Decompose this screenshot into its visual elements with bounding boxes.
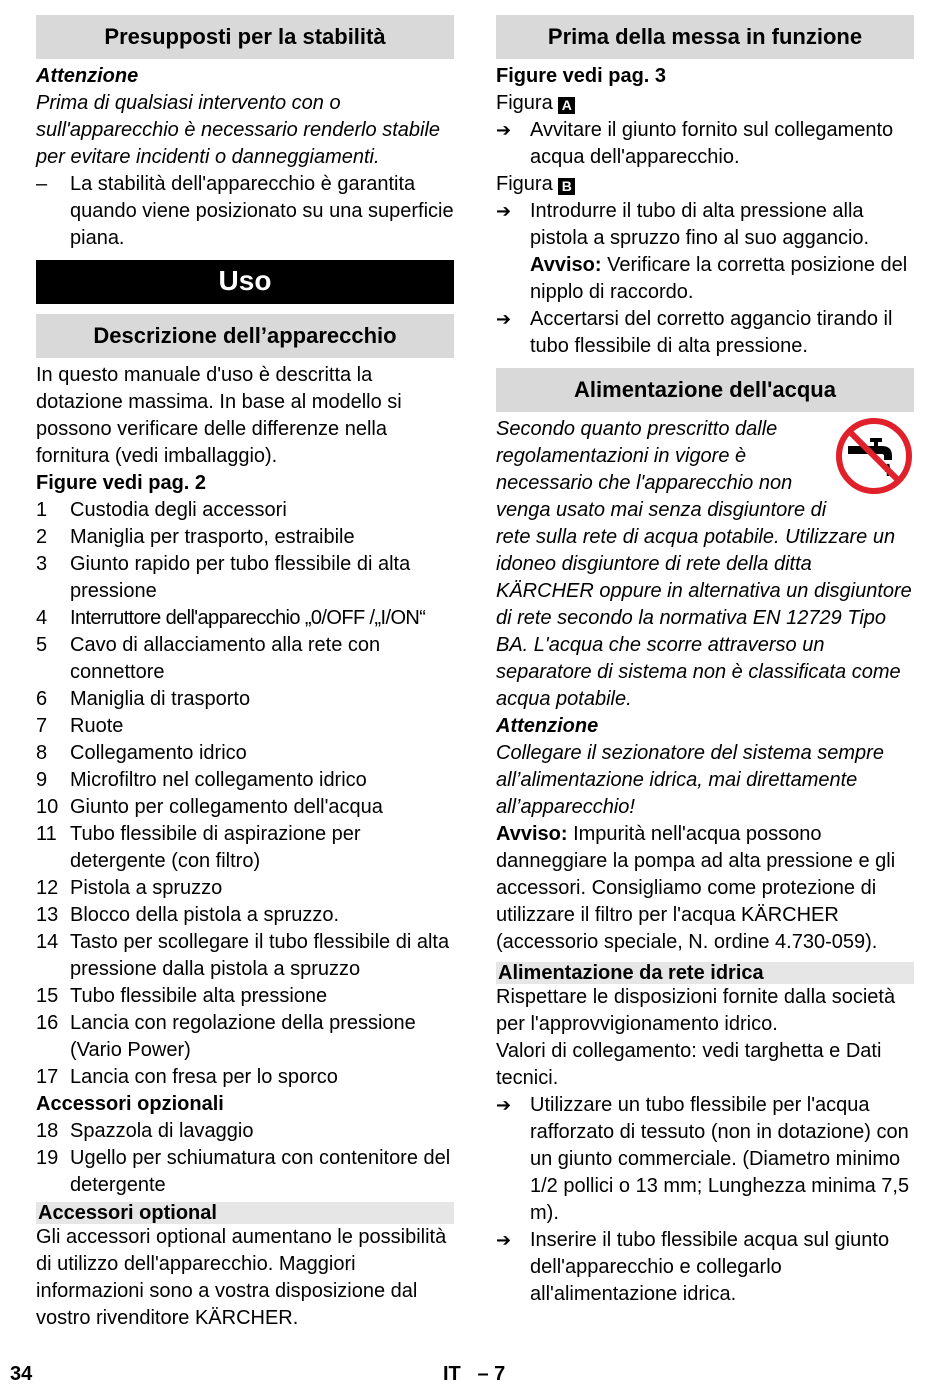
water-regulation-text: Secondo quanto prescritto dalle regolamentazioni in vigore è necessario che l'apparecchio non venga usato mai senza disgiuntore di rete sulla rete di acqua potabile. Utilizzare un idoneo disgiuntore di rete della ditta KÄRCHER oppure in alternativa un disgiuntore di rete secondo la normativa EN 12729 Tipo BA. L'acqua che scorre attraverso un separatore di sistema non è classificata come acqua potabile. [496,418,912,710]
list-item [36,875,454,902]
step-b1-body [530,198,914,306]
list-item-text: Cavo di allacciamento alla rete con connettore [70,634,381,683]
list-item-number: 18 [36,1120,59,1142]
arrow-icon: ➔ [496,309,512,329]
figure-b-label [496,171,914,198]
arrow-icon: ➔ [496,1230,512,1250]
list-item [36,605,454,632]
list-item [36,1010,454,1064]
stability-warning-label: Attenzione [36,65,139,87]
list-item-number: 9 [36,769,48,791]
list-item-text: Ugello per schiumatura con contenitore del detergente [70,1147,451,1196]
step-b1 [496,198,914,306]
figure-a-label [496,90,914,117]
list-item-number: 17 [36,1066,59,1088]
water-note-label: Avviso: [496,823,568,845]
water-note [496,821,914,956]
list-item-number: 10 [36,796,59,818]
list-item-number: 12 [36,877,59,899]
list-item-text: Spazzola di lavaggio [70,1120,254,1142]
figure-word: Figura [496,92,553,114]
list-item [36,767,454,794]
list-item [36,632,454,686]
list-item-text: Tubo flessibile alta pressione [70,985,328,1007]
list-item-text: Lancia con fresa per lo sporco [70,1066,338,1088]
list-item-text: Microfiltro nel collegamento idrico [70,769,367,791]
list-item [36,740,454,767]
list-item-number: 14 [36,931,59,953]
list-item-text: Giunto rapido per tubo flessibile di alta pressione [70,553,411,602]
mains-step-2-text: Inserire il tubo flessibile acqua sul giunto dell'apparecchio e collegarlo all'alimentazione idrica. [530,1229,890,1305]
mains-heading: Alimentazione da rete idrica [496,962,914,984]
water-heading: Alimentazione dell'acqua [496,368,914,412]
optional-accessories-label: Accessori opzionali [36,1093,224,1115]
list-item [36,821,454,875]
startup-figures-reference: Figure vedi pag. 3 [496,65,667,87]
list-item-number: 1 [36,499,48,521]
left-column [36,15,454,1332]
list-item [36,794,454,821]
mains-text-1: Rispettare le disposizioni fornite dalla società per l'approvvigionamento idrico. [496,986,896,1035]
list-item [36,524,454,551]
list-item-text: Custodia degli accessori [70,499,287,521]
list-item [36,551,454,605]
list-item [36,686,454,713]
list-item [36,983,454,1010]
language-code: IT [443,1363,461,1384]
list-item-number: 11 [36,823,57,845]
parts-list [36,497,454,1091]
list-item-text: Giunto per collegamento dell'acqua [70,796,383,818]
step-b1-text: Introdurre il tubo di alta pressione alla pistola a spruzzo fino al suo aggancio. [530,200,870,249]
figure-a-box: A [558,97,575,114]
mains-text-2: Valori di collegamento: vedi targhetta e Dati tecnici. [496,1040,882,1089]
list-item-text: Lancia con regolazione della pressione (Vario Power) [70,1012,416,1061]
list-item-number: 16 [36,1012,59,1034]
water-regulation-block [496,416,914,713]
stability-heading: Presupposti per la stabilità [36,15,454,59]
list-item-text: Collegamento idrico [70,742,247,764]
stability-warning-text: Prima di qualsiasi intervento con o sull'apparecchio è necessario renderlo stabile per evitare incidenti o danneggiamenti. [36,92,441,168]
arrow-icon: ➔ [496,120,512,140]
step-b1-note-text: Verificare la corretta posizione del nipplo di raccordo. [530,254,908,303]
optional-parts-list [36,1118,454,1199]
list-item-number: 3 [36,553,48,575]
page-language-index [443,1362,505,1384]
list-item-number: 2 [36,526,48,548]
water-note-text: Impurità nell'acqua possono danneggiare la pompa ad alta pressione e gli accessori. Consigliamo come protezione di utilizzare il filtro per l'acqua KÄRCHER (accessorio speciale, N. ordine 4.730-059). [496,823,896,953]
figures-reference: Figure vedi pag. 2 [36,472,207,494]
list-item-number: 13 [36,904,59,926]
step-b1-note-label: Avviso: [530,254,602,276]
figure-b-box: B [558,178,575,195]
list-item [36,1064,454,1091]
mains-step-1 [496,1092,914,1227]
list-item-number: 5 [36,634,48,656]
list-item [36,497,454,524]
right-column [496,15,914,1308]
water-warning-text: Collegare il sezionatore del sistema sempre all’alimentazione idrica, mai direttamente all’apparecchio! [496,742,884,818]
step-b2 [496,306,914,360]
stability-bullet-text: La stabilità dell'apparecchio è garantita quando viene posizionato su una superficie piana. [70,173,454,249]
list-item-text: Ruote [70,715,124,737]
list-item-number: 8 [36,742,48,764]
list-item-number: 4 [36,607,48,629]
step-a [496,117,914,171]
list-item-number: 19 [36,1147,59,1169]
list-item-text: Maniglia di trasporto [70,688,251,710]
list-item [36,929,454,983]
mains-step-2 [496,1227,914,1308]
list-item-text: Maniglia per trasporto, estraibile [70,526,355,548]
water-warning-label: Attenzione [496,715,599,737]
use-heading: Uso [36,260,454,304]
arrow-icon: ➔ [496,1095,512,1115]
list-item [36,1145,454,1199]
list-item-text: Blocco della pistola a spruzzo. [70,904,340,926]
sub-page-number: – 7 [477,1363,506,1384]
list-item-text: Interruttore dell'apparecchio „0/OFF /„I/ON“ [70,607,426,629]
step-a-text: Avvitare il giunto fornito sul collegamento acqua dell'apparecchio. [530,119,894,168]
arrow-icon: ➔ [496,201,512,221]
list-item-number: 7 [36,715,48,737]
dash-mark: – [36,173,48,195]
accessories-heading: Accessori optional [36,1202,454,1224]
description-intro: In questo manuale d'uso è descritta la dotazione massima. In base al modello si possono verificare delle differenze nella fornitura (vedi imballaggio). [36,364,402,467]
list-item-text: Tasto per scollegare il tubo flessibile di alta pressione dalla pistola a spruzzo [70,931,450,980]
step-b2-text: Accertarsi del corretto aggancio tirando il tubo flessibile di alta pressione. [530,308,893,357]
list-item-number: 6 [36,688,48,710]
figure-word: Figura [496,173,553,195]
stability-bullet [36,171,454,252]
list-item [36,1118,454,1145]
page-number: 34 [10,1363,33,1384]
accessories-text: Gli accessori optional aumentano le possibilità di utilizzo dell'apparecchio. Maggiori informazioni sono a vostra disposizione dal vostro rivenditore KÄRCHER. [36,1226,447,1329]
mains-step-1-text: Utilizzare un tubo flessibile per l'acqua rafforzato di tessuto (non in dotazione) con un giunto commerciale. (Diametro minimo 1/2 pollici o 13 mm; Lunghezza minima 7,5 m). [530,1094,910,1224]
list-item-number: 15 [36,985,59,1007]
no-drinking-water-icon [834,416,914,496]
list-item [36,713,454,740]
list-item [36,902,454,929]
list-item-text: Tubo flessibile di aspirazione per detergente (con filtro) [70,823,361,872]
description-heading: Descrizione dell’apparecchio [36,314,454,358]
list-item-text: Pistola a spruzzo [70,877,223,899]
startup-heading: Prima della messa in funzione [496,15,914,59]
